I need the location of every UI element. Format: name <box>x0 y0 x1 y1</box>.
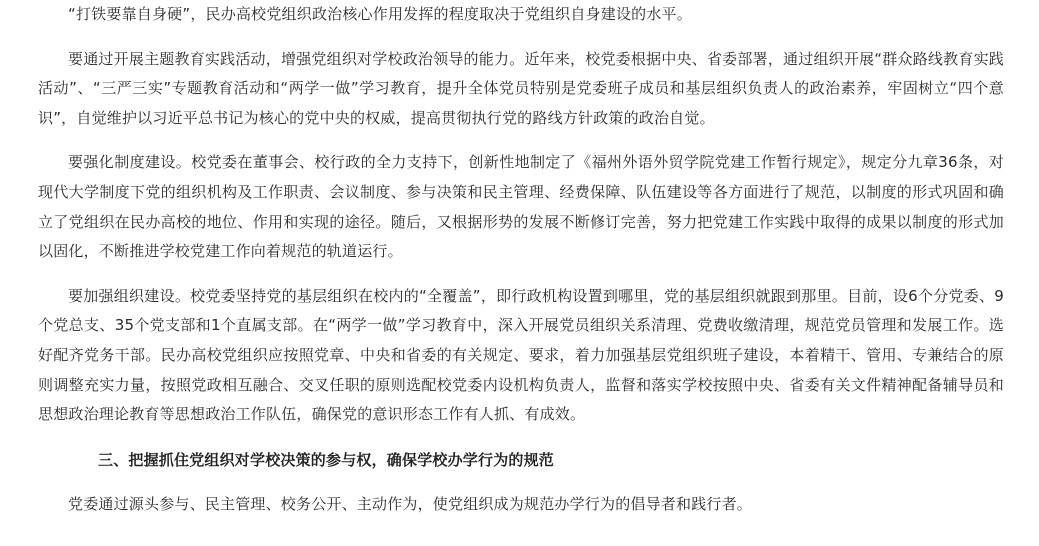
section-heading: 三、把握抓住党组织对学校决策的参与权，确保学校办学行为的规范 <box>98 450 555 469</box>
paragraph-organization-building: 要加强组织建设。校党委坚持党的基层组织在校内的“全覆盖”，即行政机构设置到哪里，党的基层组织就跟到那里。目前，设6个分党委、9个党总支、35个党支部和1个直属支部。在“两学一做”学习教育中，深入开展党员组织关系清理、党费收缴清理，规范党员管理和发展工作。选好配齐党务干部。民办高校党组织应按照党章、中央和省委的有关规定、要求，着力加强基层党组织班子建设，本着精干、管用、专兼结合的原则调整充实力量，按照党政相互融合、交叉任职的原则选配校党委内设机构负责人，监督和落实学校按照中央、省委有关文件精神配备辅导员和思想政治理论教育等思想政治工作队伍，确保党的意识形态工作有人抓、有成效。 <box>38 286 1004 424</box>
paragraph-education-activities: 要通过开展主题教育实践活动，增强党组织对学校政治领导的能力。近年来，校党委根据中央、省委部署，通过组织开展“群众路线教育实践活动”、“三严三实”专题教育活动和“两学一做”学习教育，提升全体党员特别是党委班子成员和基层组织负责人的政治素养，牢固树立“四个意识”，自觉维护以习近平总书记为核心的党中央的权威，提高贯彻执行党的路线方针政策的政治自觉。 <box>38 49 1004 127</box>
paragraph-self-building: “打铁要靠自身硬”，民办高校党组织政治核心作用发挥的程度取决于党组织自身建设的水平。 <box>68 5 692 23</box>
article-body <box>38 0 1004 520</box>
paragraph-institution-building: 要强化制度建设。校党委在董事会、校行政的全力支持下，创新性地制定了《福州外语外贸学院党建工作暂行规定》，规定分九章36条，对现代大学制度下党的组织机构及工作职责、会议制度、参与决策和民主管理、经费保障、队伍建设等各方面进行了规范，以制度的形式巩固和确立了党组织在民办高校的地位、作用和实现的途径。随后，又根据形势的发展不断修订完善，努力把党建工作实践中取得的成果以制度的形式加以固化，不断推进学校党建工作向着规范的轨道运行。 <box>38 153 1004 261</box>
paragraph-final: 党委通过源头参与、民主管理、校务公开、主动作为，使党组织成为规范办学行为的倡导者和践行者。 <box>68 495 753 514</box>
